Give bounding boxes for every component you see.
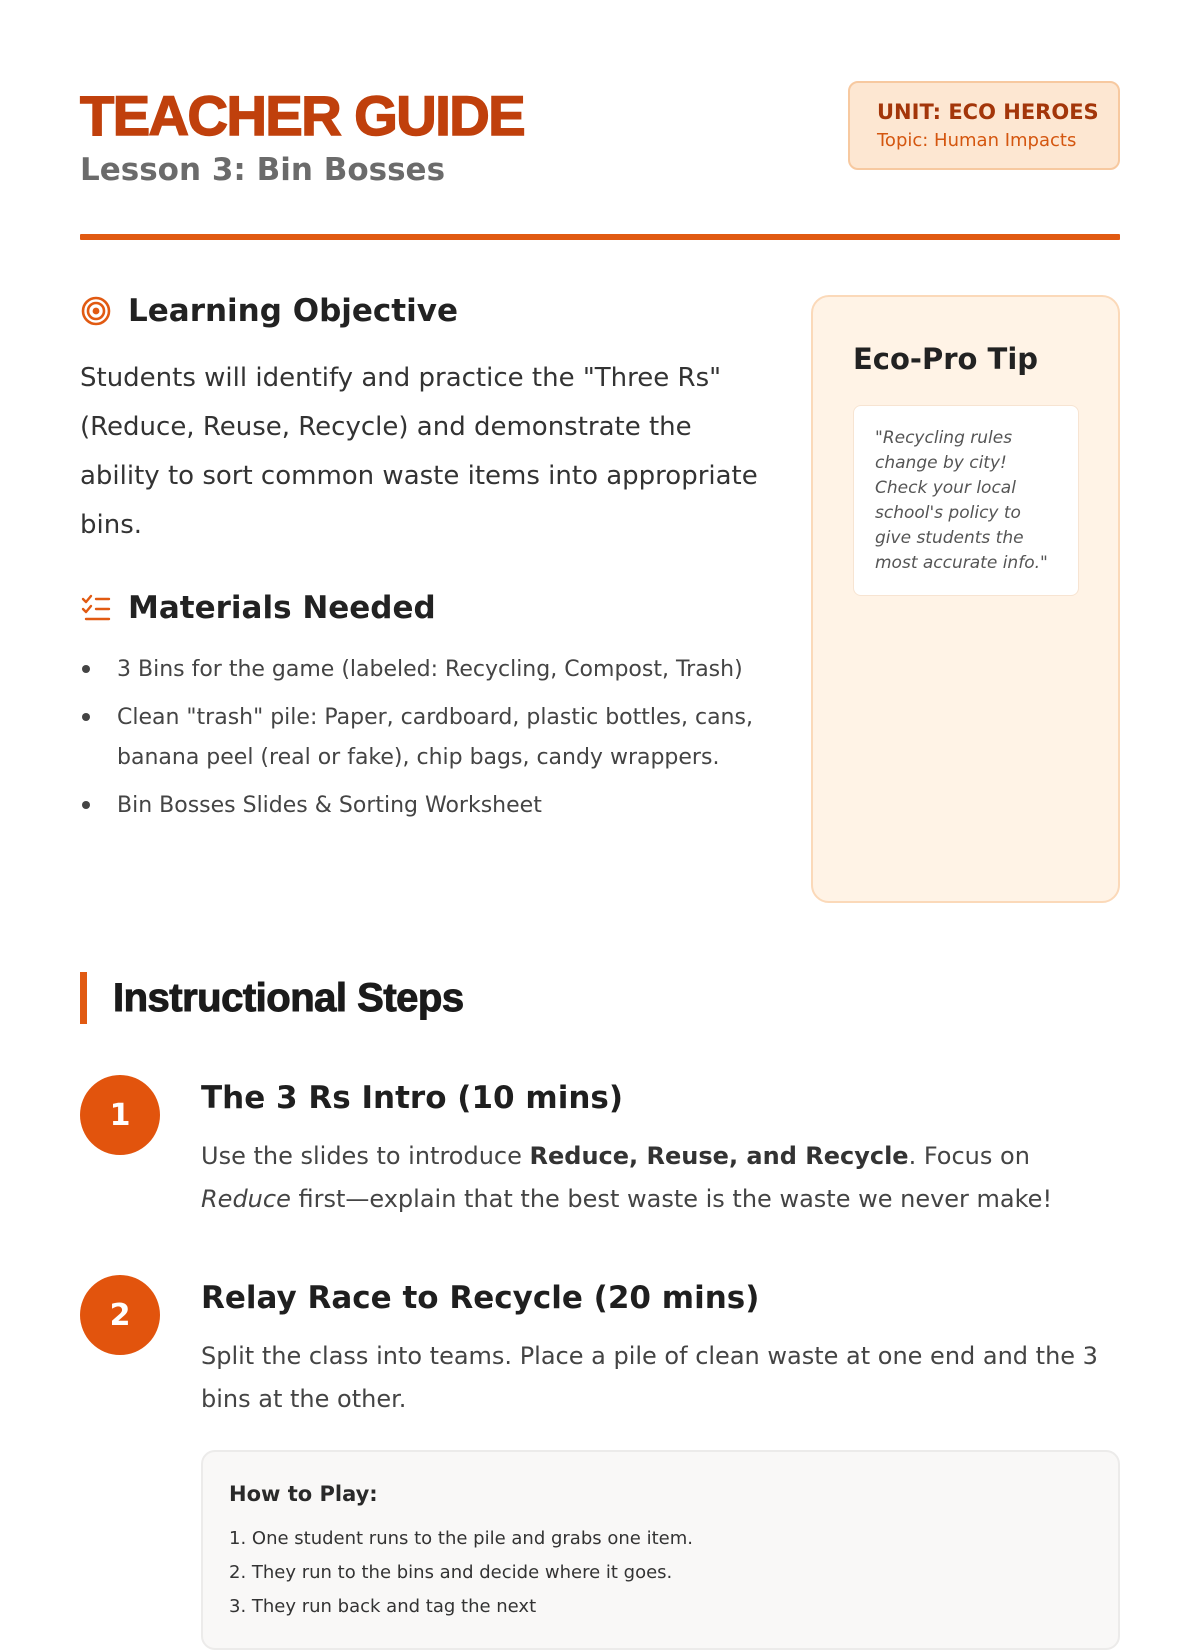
eco-pro-tip-card: [811, 295, 1120, 903]
step-title: The 3 Rs Intro (10 mins): [201, 1080, 624, 1116]
materials-title: Materials Needed: [128, 590, 436, 626]
list-item: 3. They run back and tag the next: [229, 1596, 537, 1617]
list-item: Clean "trash" pile: Paper, cardboard, plastic bottles, cans, banana peel (real or fake), chip bags, candy wrappers.: [80, 698, 760, 778]
unit-label: UNIT: ECO HEROES: [877, 100, 1099, 124]
how-to-play-title: How to Play:: [229, 1482, 378, 1506]
materials-heading: [80, 588, 436, 628]
how-to-play-box: [201, 1450, 1120, 1650]
unit-badge: [848, 81, 1120, 170]
step-number-badge: 2: [80, 1275, 160, 1355]
objective-heading: [80, 291, 458, 331]
checklist-icon: [80, 592, 112, 624]
steps-title: Instructional Steps: [113, 975, 464, 1020]
list-item: Bin Bosses Slides & Sorting Worksheet: [80, 786, 760, 826]
tip-quote: "Recycling rules change by city! Check your local school's policy to give students the most accurate info.": [853, 405, 1079, 596]
objective-text: Students will identify and practice the "Three Rs" (Reduce, Reuse, Recycle) and demonstrate the ability to sort common waste items into appropriate bins.: [80, 363, 758, 540]
header-divider: [80, 234, 1120, 240]
tip-title: Eco-Pro Tip: [853, 342, 1039, 376]
step-number-badge: 1: [80, 1075, 160, 1155]
materials-list: [80, 650, 760, 834]
how-to-play-list: [229, 1522, 1092, 1624]
step-description: Split the class into teams. Place a pile of clean waste at one end and the 3 bins at the other.: [201, 1342, 1098, 1413]
topic-label: Topic: Human Impacts: [877, 130, 1077, 151]
lesson-subtitle: Lesson 3: Bin Bosses: [80, 152, 446, 188]
teacher-guide-page: [80, 0, 1120, 1617]
list-item: 2. They run to the bins and decide where it goes.: [229, 1562, 673, 1583]
list-item: 1. One student runs to the pile and grabs one item.: [229, 1528, 693, 1549]
step-title: Relay Race to Recycle (20 mins): [201, 1280, 760, 1316]
page-title: TEACHER GUIDE: [80, 84, 525, 147]
step-description: Use the slides to introduce Reduce, Reuse, and Recycle. Focus on Reduce first—explain that the best waste is the waste we never make!: [201, 1142, 1053, 1213]
steps-heading: [80, 972, 464, 1024]
list-item: 3 Bins for the game (labeled: Recycling, Compost, Trash): [80, 650, 760, 690]
accent-bar: [80, 972, 87, 1024]
target-icon: [80, 295, 112, 327]
objective-title: Learning Objective: [128, 293, 458, 329]
